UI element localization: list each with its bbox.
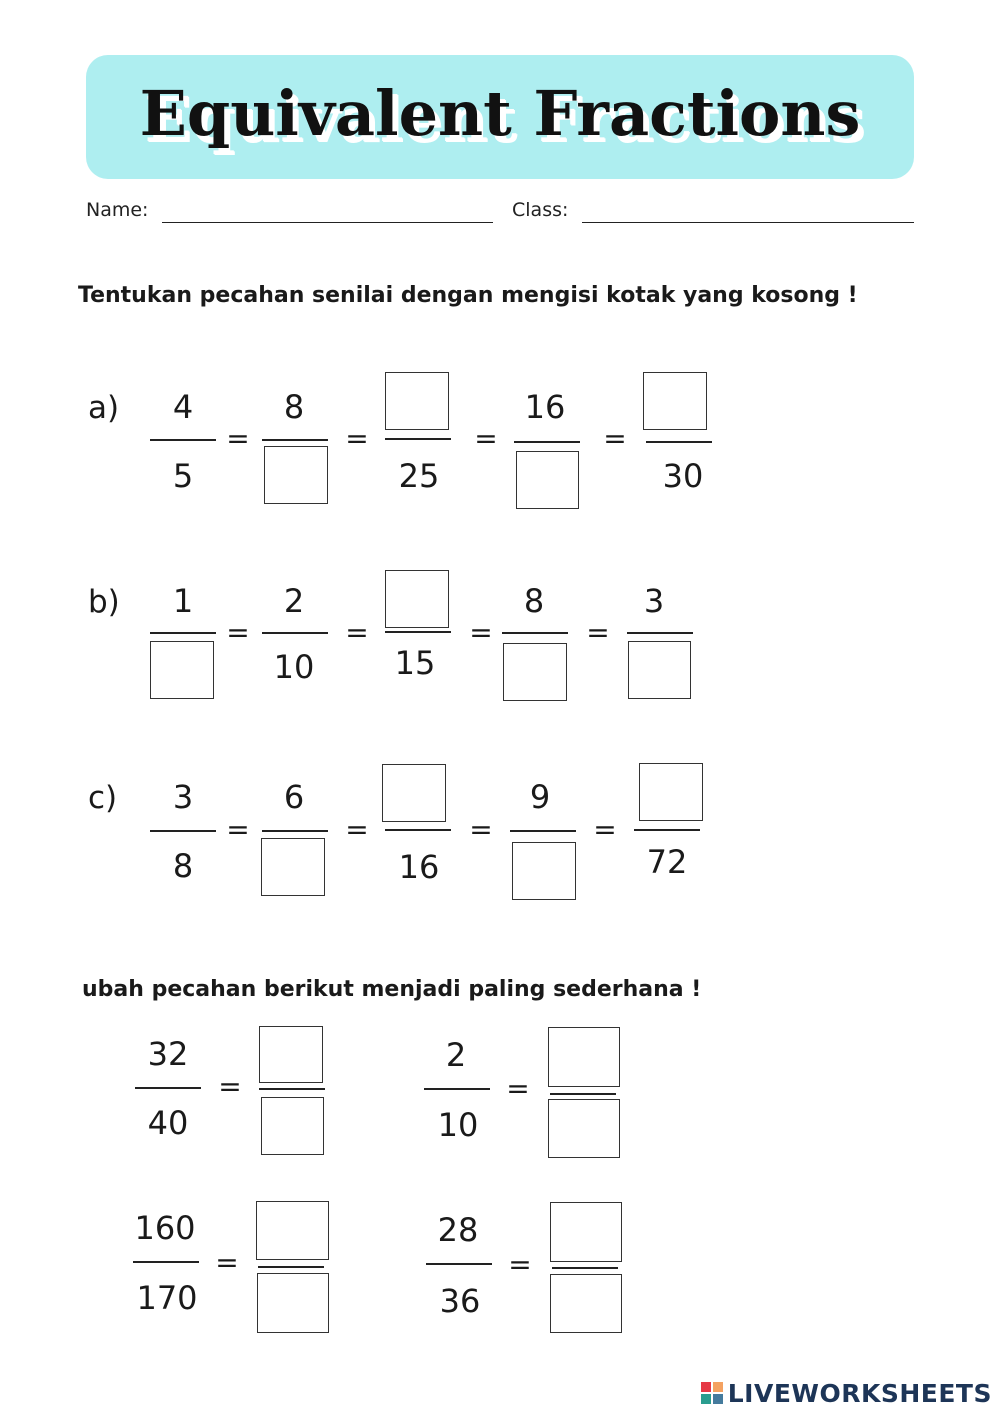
- name-label: Name:: [86, 199, 149, 221]
- denominator: 170: [136, 1279, 198, 1317]
- name-field[interactable]: [162, 222, 493, 223]
- equals-sign: =: [226, 422, 250, 455]
- class-label: Class:: [512, 199, 569, 221]
- class-field[interactable]: [582, 222, 914, 223]
- denominator: 40: [147, 1104, 189, 1142]
- fraction-bar: [262, 439, 328, 441]
- answer-box-numerator[interactable]: [385, 570, 449, 628]
- equals-sign: =: [474, 422, 498, 455]
- fraction-bar: [258, 1266, 324, 1268]
- fraction-bar: [502, 632, 568, 634]
- numerator: 8: [523, 582, 545, 620]
- numerator: 2: [283, 582, 305, 620]
- equals-sign: =: [506, 1072, 530, 1105]
- equals-sign: =: [218, 1070, 242, 1103]
- page-title: Equivalent Fractions: [139, 77, 861, 150]
- answer-box-denominator[interactable]: [150, 641, 214, 699]
- fraction-bar: [646, 441, 712, 443]
- fraction-bar: [552, 1267, 618, 1269]
- fraction-bar: [550, 1093, 616, 1095]
- fraction-bar: [262, 830, 328, 832]
- fraction-bar: [262, 632, 328, 634]
- answer-box-numerator[interactable]: [643, 372, 707, 430]
- fraction-bar: [634, 829, 700, 831]
- denominator: 72: [646, 843, 688, 881]
- fraction-bar: [150, 439, 216, 441]
- denominator: 30: [662, 457, 704, 495]
- equals-sign: =: [586, 616, 610, 649]
- section1-instruction: Tentukan pecahan senilai dengan mengisi kotak yang kosong !: [78, 283, 858, 308]
- equals-sign: =: [593, 813, 617, 846]
- denominator: 10: [437, 1106, 479, 1144]
- answer-box-denominator[interactable]: [550, 1274, 622, 1333]
- numerator: 160: [134, 1209, 196, 1247]
- answer-box-numerator[interactable]: [548, 1027, 620, 1087]
- equals-sign: =: [345, 813, 369, 846]
- numerator: 2: [445, 1036, 467, 1074]
- answer-box-numerator[interactable]: [550, 1202, 622, 1262]
- fraction-bar: [627, 632, 693, 634]
- row-label: c): [88, 780, 118, 816]
- denominator: 5: [172, 457, 194, 495]
- numerator: 32: [147, 1035, 189, 1073]
- equals-sign: =: [469, 813, 493, 846]
- fraction-bar: [133, 1261, 199, 1263]
- equals-sign: =: [215, 1246, 239, 1279]
- answer-box-numerator[interactable]: [382, 764, 446, 822]
- equals-sign: =: [603, 422, 627, 455]
- answer-box-denominator[interactable]: [257, 1273, 329, 1333]
- numerator: 9: [529, 778, 551, 816]
- fraction-bar: [150, 632, 216, 634]
- numerator: 28: [437, 1211, 479, 1249]
- fraction-bar: [150, 830, 216, 832]
- answer-box-denominator[interactable]: [261, 838, 325, 896]
- fraction-bar: [424, 1088, 490, 1090]
- row-label: b): [88, 584, 120, 620]
- row-label: a): [88, 390, 120, 426]
- denominator: 25: [398, 457, 440, 495]
- numerator: 6: [283, 778, 305, 816]
- equals-sign: =: [345, 422, 369, 455]
- equals-sign: =: [226, 616, 250, 649]
- answer-box-denominator[interactable]: [261, 1097, 324, 1155]
- answer-box-denominator[interactable]: [628, 641, 691, 699]
- answer-box-denominator[interactable]: [512, 842, 576, 900]
- numerator: 8: [283, 388, 305, 426]
- logo-grid-icon: [701, 1382, 723, 1404]
- answer-box-numerator[interactable]: [639, 763, 703, 821]
- equals-sign: =: [508, 1248, 532, 1281]
- denominator: 8: [172, 847, 194, 885]
- fraction-bar: [385, 631, 451, 633]
- section2-instruction: ubah pecahan berikut menjadi paling sederhana !: [82, 977, 702, 1002]
- fraction-bar: [135, 1087, 201, 1089]
- fraction-bar: [514, 441, 580, 443]
- equals-sign: =: [345, 616, 369, 649]
- numerator: 3: [643, 582, 665, 620]
- denominator: 16: [398, 848, 440, 886]
- fraction-bar: [385, 829, 451, 831]
- fraction-bar: [385, 438, 451, 440]
- denominator: 36: [439, 1282, 481, 1320]
- answer-box-numerator[interactable]: [259, 1026, 323, 1083]
- denominator: 15: [394, 644, 436, 682]
- denominator: 10: [273, 648, 315, 686]
- numerator: 3: [172, 778, 194, 816]
- equals-sign: =: [469, 616, 493, 649]
- answer-box-denominator[interactable]: [516, 451, 579, 509]
- answer-box-numerator[interactable]: [256, 1201, 329, 1260]
- fraction-bar: [259, 1088, 325, 1090]
- answer-box-denominator[interactable]: [548, 1099, 620, 1158]
- equals-sign: =: [226, 813, 250, 846]
- liveworksheets-logo: [701, 1376, 992, 1410]
- logo-text: LIVEWORKSHEETS: [727, 1378, 992, 1408]
- fraction-bar: [426, 1263, 492, 1265]
- answer-box-denominator[interactable]: [264, 446, 328, 504]
- numerator: 4: [172, 388, 194, 426]
- numerator: 1: [172, 582, 194, 620]
- numerator: 16: [524, 388, 566, 426]
- fraction-bar: [510, 830, 576, 832]
- answer-box-denominator[interactable]: [503, 643, 567, 701]
- answer-box-numerator[interactable]: [385, 372, 449, 430]
